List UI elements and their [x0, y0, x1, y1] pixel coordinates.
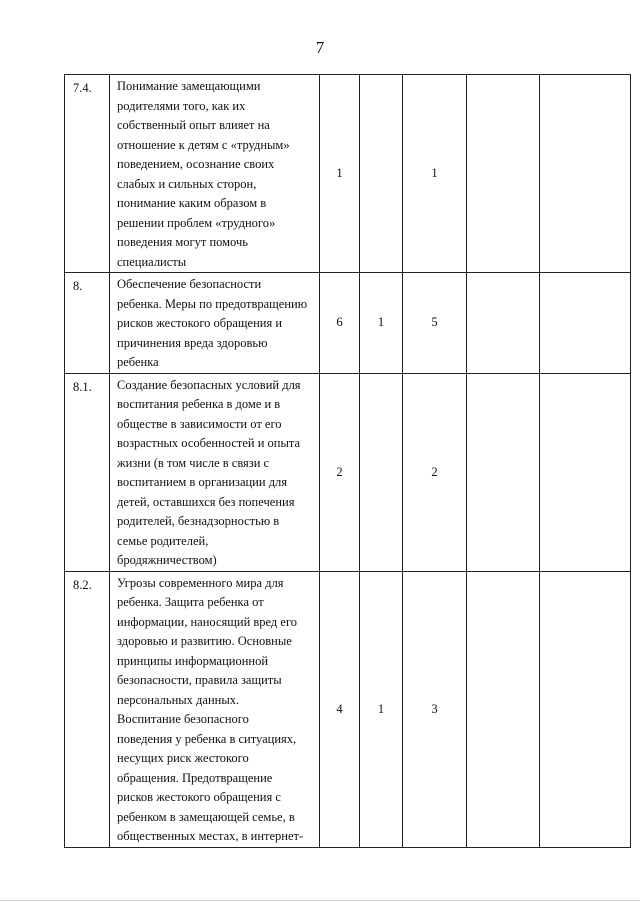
hours-theory-cell: 1 — [360, 273, 403, 374]
section-description — [110, 571, 320, 847]
description-line: специалисты — [117, 254, 187, 269]
description-line: понимание каким образом в — [117, 196, 267, 210]
description-line: собственный опыт влияет на — [117, 118, 270, 132]
hours-total-cell: 1 — [320, 75, 360, 273]
description-line: жизни (в том числе в связи с — [117, 455, 270, 470]
description-line: обществе в зависимости от его — [117, 416, 282, 431]
section-number: 7.4. — [65, 75, 110, 273]
description-line: поведением, осознание своих — [117, 157, 275, 171]
description-line: бродяжничеством) — [117, 553, 217, 567]
section-description — [110, 75, 320, 273]
description-line: ребенка. Защита ребенка от — [117, 595, 264, 609]
section-number: 8. — [65, 273, 110, 374]
table-row — [65, 571, 631, 847]
hours-practice-cell: 5 — [403, 273, 467, 374]
table-row — [65, 75, 631, 273]
description-line: детей, оставшихся без попечения — [117, 494, 295, 509]
empty-cell — [540, 273, 631, 374]
hours-practice-cell: 3 — [403, 571, 467, 847]
description-line: рисков жестокого обращения с — [117, 790, 281, 804]
description-line: семье родителей, — [117, 533, 209, 548]
description-line: безопасности, правила защиты — [117, 673, 282, 687]
description-line: информации, наносящий вред его — [117, 614, 298, 629]
description-line: обращения. Предотвращение — [117, 770, 273, 785]
description-line: родителями того, как их — [117, 98, 246, 113]
section-description — [110, 273, 320, 374]
description-line: ребенка — [117, 355, 159, 369]
description-line: слабых и сильных сторон, — [117, 176, 257, 191]
description-line: здоровью и развитию. Основные — [117, 634, 292, 648]
description-line: несущих риск жестокого — [117, 751, 249, 765]
description-line: причинения вреда здоровью — [117, 335, 268, 350]
hours-theory-cell: 1 — [360, 571, 403, 847]
description-line: воспитанием в организации для — [117, 475, 288, 489]
description-line: поведения у ребенка в ситуациях, — [117, 731, 297, 746]
description-line: принципы информационной — [117, 653, 269, 668]
empty-cell — [467, 273, 540, 374]
section-number: 8.2. — [65, 571, 110, 847]
hours-total-cell: 4 — [320, 571, 360, 847]
section-number: 8.1. — [65, 373, 110, 571]
table-row — [65, 273, 631, 374]
description-line: ребенком в замещающей семье, в — [117, 809, 295, 824]
table-row — [65, 373, 631, 571]
description-line: родителей, безнадзорностью в — [117, 514, 280, 528]
empty-cell — [467, 373, 540, 571]
description-line: решении проблем «трудного» — [117, 215, 276, 230]
description-line: поведения могут помочь — [117, 235, 248, 249]
empty-cell — [540, 75, 631, 273]
hours-practice-cell: 2 — [403, 373, 467, 571]
description-line: Понимание замещающими — [117, 79, 261, 93]
description-line: ребенка. Меры по предотвращению — [117, 296, 308, 311]
hours-practice-cell: 1 — [403, 75, 467, 273]
description-line: отношение к детям с «трудным» — [117, 137, 290, 152]
empty-cell — [540, 571, 631, 847]
description-line: персональных данных. — [117, 692, 240, 707]
section-description — [110, 373, 320, 571]
description-line: Воспитание безопасного — [117, 712, 249, 726]
description-line: Обеспечение безопасности — [117, 277, 262, 291]
page-number: 7 — [315, 38, 325, 57]
description-line: Создание безопасных условий для — [117, 377, 301, 392]
description-line: общественных местах, в интернет- — [117, 829, 304, 843]
description-line: Угрозы современного мира для — [117, 575, 284, 590]
description-line: воспитания ребенка в доме и в — [117, 397, 281, 411]
hours-theory-cell — [360, 373, 403, 571]
description-line: рисков жестокого обращения и — [117, 316, 283, 330]
empty-cell — [540, 373, 631, 571]
hours-total-cell: 2 — [320, 373, 360, 571]
empty-cell — [467, 75, 540, 273]
empty-cell — [467, 571, 540, 847]
bottom-rule — [0, 900, 640, 901]
curriculum-table — [64, 74, 631, 848]
description-line: возрастных особенностей и опыта — [117, 436, 301, 450]
hours-total-cell: 6 — [320, 273, 360, 374]
hours-theory-cell — [360, 75, 403, 273]
